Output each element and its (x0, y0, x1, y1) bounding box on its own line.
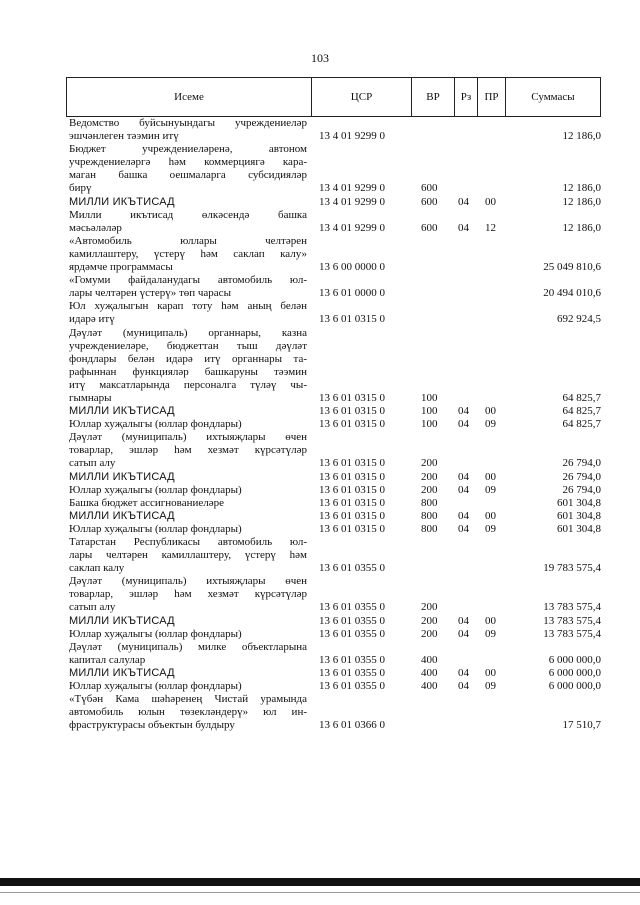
row-csr: 13 6 01 0315 0 (319, 391, 385, 404)
row-csr: 13 6 01 0315 0 (319, 457, 385, 470)
row-vr: 400 (421, 666, 438, 679)
row-sum: 13 783 575,4 (543, 601, 601, 614)
table-row (66, 471, 601, 484)
row-name-line: гымнары (69, 391, 112, 404)
table-row (66, 484, 601, 497)
row-name-line: Дәүләт (муниципаль) ихтыяҗлары өчен (69, 431, 307, 444)
row-name (66, 536, 307, 575)
row-name (66, 484, 307, 497)
row-name-line: капитал салулар (69, 653, 146, 666)
row-sum: 64 825,7 (562, 418, 601, 431)
table-row (66, 300, 601, 326)
row-vr: 800 (421, 522, 438, 535)
row-sum: 12 186,0 (562, 221, 601, 234)
header-rz: Рз (455, 78, 478, 116)
row-name (66, 680, 307, 693)
table-row (66, 667, 601, 680)
row-name-line: Дәүләт (муниципаль) органнары, казна (69, 326, 307, 339)
row-name (66, 143, 307, 195)
row-sum: 13 783 575,4 (543, 614, 601, 627)
row-name-line: саклап калу (69, 562, 125, 575)
row-csr: 13 6 01 0355 0 (319, 614, 385, 627)
row-sum: 601 304,8 (557, 509, 601, 522)
row-rz: 04 (458, 418, 469, 431)
row-name-line: автомобиль юлын төзекләндерү» юл ин- (69, 706, 307, 719)
row-vr: 800 (421, 509, 438, 522)
row-csr: 13 6 01 0355 0 (319, 562, 385, 575)
table-row (66, 196, 601, 209)
row-sum: 64 825,7 (562, 391, 601, 404)
row-name (66, 667, 307, 680)
row-name (66, 615, 307, 628)
row-vr: 200 (421, 614, 438, 627)
row-name-line: учреждениеләре, бюджеттан тыш дәүләт (69, 339, 307, 352)
table-row (66, 575, 601, 614)
row-name (66, 523, 307, 536)
page-number: 103 (311, 51, 329, 65)
table-row (66, 235, 601, 274)
row-name (66, 196, 307, 209)
row-name-line: учреждениеләргә һәм коммерциягә кара- (69, 156, 307, 169)
row-sum: 6 000 000,0 (548, 653, 601, 666)
row-pr: 09 (485, 483, 496, 496)
row-sum: 26 794,0 (562, 457, 601, 470)
row-pr: 12 (485, 221, 496, 234)
row-pr: 00 (485, 509, 496, 522)
header-sum: Суммасы (531, 91, 575, 103)
row-name-line: маган башка оешмаларга субсидияләр (69, 169, 307, 182)
row-csr: 13 6 01 0315 0 (319, 405, 385, 418)
table-row (66, 510, 601, 523)
table-row (66, 431, 601, 470)
table-row (66, 418, 601, 431)
row-rz: 04 (458, 470, 469, 483)
row-name-line: МИЛЛИ ИКЪТИСАД (69, 509, 175, 522)
row-rz: 04 (458, 666, 469, 679)
row-rz: 04 (458, 509, 469, 522)
row-csr: 13 6 01 0315 0 (319, 418, 385, 431)
scan-bottom-edge (0, 878, 640, 886)
table-row (66, 143, 601, 195)
row-name-line: «Гомуми файдаланудагы автомобиль юл- (69, 274, 307, 287)
row-vr: 100 (421, 418, 438, 431)
row-name (66, 235, 307, 274)
row-name-line: Башка бюджет ассигнованиеләре (69, 496, 224, 509)
row-csr: 13 4 01 9299 0 (319, 195, 385, 208)
row-sum: 12 186,0 (562, 182, 601, 195)
row-name-line: Юл хуҗалыгын карап тоту һәм аның белән (69, 300, 307, 313)
row-rz: 04 (458, 221, 469, 234)
row-csr: 13 4 01 9299 0 (319, 130, 385, 143)
row-csr: 13 6 01 0355 0 (319, 653, 385, 666)
row-pr: 00 (485, 405, 496, 418)
table-row (66, 693, 601, 732)
row-csr: 13 6 01 0315 0 (319, 522, 385, 535)
row-name-line: мәсьәләләр (69, 221, 122, 234)
row-name-line: Дәүләт (муниципаль) ихтыяҗлары өчен (69, 575, 307, 588)
table-row (66, 209, 601, 235)
row-vr: 100 (421, 391, 438, 404)
row-name (66, 209, 307, 235)
row-name-line: фраструктурасы объектын булдыру (69, 719, 235, 732)
row-name-line: лары челтәрен үстерү» төп чарасы (69, 287, 231, 300)
row-name (66, 431, 307, 470)
row-pr: 09 (485, 418, 496, 431)
row-name (66, 327, 307, 406)
row-name-line: эшчәнлеген тәэмин итү (69, 130, 179, 143)
table-body (66, 117, 601, 732)
table-row (66, 405, 601, 418)
row-name (66, 274, 307, 300)
row-name-line: товарлар, эшләр һәм хезмәт күрсәтүләр (69, 444, 307, 457)
row-name (66, 628, 307, 641)
row-pr: 09 (485, 680, 496, 693)
row-sum: 26 794,0 (562, 470, 601, 483)
row-name-line: идарә итү (69, 313, 115, 326)
row-csr: 13 4 01 9299 0 (319, 221, 385, 234)
header-vr: ВР (412, 78, 455, 116)
row-name-line: МИЛЛИ ИКЪТИСАД (69, 666, 175, 679)
table-row (66, 274, 601, 300)
row-name-line: рафыннан функцияләр башкаруны тәэмин (69, 365, 307, 378)
row-csr: 13 6 01 0000 0 (319, 287, 385, 300)
row-sum: 64 825,7 (562, 405, 601, 418)
row-name (66, 405, 307, 418)
row-name-line: «Түбән Кама шәһәренең Чистай урамында (69, 693, 307, 706)
row-name (66, 641, 307, 667)
row-sum: 26 794,0 (562, 483, 601, 496)
row-sum: 601 304,8 (557, 522, 601, 535)
table-row (66, 536, 601, 575)
row-vr: 600 (421, 182, 438, 195)
row-rz: 04 (458, 195, 469, 208)
row-vr: 400 (421, 653, 438, 666)
row-pr: 09 (485, 522, 496, 535)
row-name-line: Юллар хуҗалыгы (юллар фондлары) (69, 418, 242, 431)
row-name-line: ярдәмче программасы (69, 261, 173, 274)
row-pr: 00 (485, 614, 496, 627)
row-vr: 400 (421, 680, 438, 693)
row-csr: 13 6 01 0355 0 (319, 601, 385, 614)
row-csr: 13 6 01 0355 0 (319, 680, 385, 693)
row-pr: 09 (485, 627, 496, 640)
row-name-line: камиллаштеру, үстерү һәм саклап калу» (69, 247, 307, 260)
row-rz: 04 (458, 522, 469, 535)
row-name (66, 510, 307, 523)
row-name-line: МИЛЛИ ИКЪТИСАД (69, 470, 175, 483)
row-sum: 25 049 810,6 (543, 261, 601, 274)
row-vr: 200 (421, 483, 438, 496)
row-name-line: фондлары белән идарә итү органнары та- (69, 352, 307, 365)
row-rz: 04 (458, 405, 469, 418)
row-name-line: Милли икътисад өлкәсендә башка (69, 208, 307, 221)
row-name-line: сатып алу (69, 601, 116, 614)
table-header (66, 77, 601, 117)
row-sum: 6 000 000,0 (548, 680, 601, 693)
row-name-line: Бюджет учреждениеләренә, автоном (69, 143, 307, 156)
row-sum: 13 783 575,4 (543, 627, 601, 640)
row-name (66, 300, 307, 326)
row-sum: 17 510,7 (562, 719, 601, 732)
row-csr: 13 4 01 9299 0 (319, 182, 385, 195)
row-csr: 13 6 01 0315 0 (319, 470, 385, 483)
row-vr: 600 (421, 195, 438, 208)
row-name (66, 693, 307, 732)
row-vr: 600 (421, 221, 438, 234)
row-name (66, 497, 307, 510)
row-name-line: итү максатларында персоналга түләү чы- (69, 378, 307, 391)
row-name-line: Дәүләт (муниципаль) милке объектларына (69, 640, 307, 653)
row-csr: 13 6 01 0315 0 (319, 496, 385, 509)
table-row (66, 497, 601, 510)
row-csr: 13 6 01 0355 0 (319, 666, 385, 679)
row-csr: 13 6 01 0315 0 (319, 483, 385, 496)
row-sum: 20 494 010,6 (543, 287, 601, 300)
row-name-line: Юллар хуҗалыгы (юллар фондлары) (69, 627, 242, 640)
row-name (66, 471, 307, 484)
row-pr: 00 (485, 666, 496, 679)
row-sum: 12 186,0 (562, 130, 601, 143)
row-csr: 13 6 01 0315 0 (319, 509, 385, 522)
row-name-line: МИЛЛИ ИКЪТИСАД (69, 195, 175, 208)
row-name-line: Юллар хуҗалыгы (юллар фондлары) (69, 522, 242, 535)
row-name-line: «Автомобиль юллары челтәрен (69, 234, 307, 247)
row-rz: 04 (458, 627, 469, 640)
row-name (66, 575, 307, 614)
row-vr: 800 (421, 496, 438, 509)
row-name-line: бирү (69, 182, 92, 195)
row-name-line: Татарстан Республикасы автомобиль юл- (69, 536, 307, 548)
row-vr: 200 (421, 627, 438, 640)
row-csr: 13 6 00 0000 0 (319, 261, 385, 274)
scan-bottom-line (0, 892, 640, 893)
row-vr: 200 (421, 457, 438, 470)
row-vr: 200 (421, 470, 438, 483)
row-csr: 13 6 01 0315 0 (319, 313, 385, 326)
table-row (66, 117, 601, 143)
row-name-line: Ведомство буйсынуындагы учреждениеләр (69, 117, 307, 129)
row-name-line: Юллар хуҗалыгы (юллар фондлары) (69, 680, 242, 693)
row-sum: 12 186,0 (562, 195, 601, 208)
header-pr: ПР (478, 78, 506, 116)
row-sum: 6 000 000,0 (548, 666, 601, 679)
header-name: Исеме (67, 78, 312, 116)
row-sum: 601 304,8 (557, 496, 601, 509)
row-csr: 13 6 01 0355 0 (319, 627, 385, 640)
row-name (66, 117, 307, 143)
table-row (66, 641, 601, 667)
row-rz: 04 (458, 680, 469, 693)
row-name-line: лары челтәрен камиллаштеру, үстерү һәм (69, 549, 307, 562)
table-row (66, 680, 601, 693)
row-name-line: товарлар, эшләр һәм хезмәт күрсәтүләр (69, 588, 307, 601)
row-vr: 200 (421, 601, 438, 614)
table-row (66, 327, 601, 406)
row-pr: 00 (485, 470, 496, 483)
row-name-line: сатып алу (69, 457, 116, 470)
header-csr: ЦСР (312, 78, 412, 116)
row-csr: 13 6 01 0366 0 (319, 719, 385, 732)
row-sum: 19 783 575,4 (543, 562, 601, 575)
row-rz: 04 (458, 614, 469, 627)
row-name-line: Юллар хуҗалыгы (юллар фондлары) (69, 483, 242, 496)
row-name (66, 418, 307, 431)
table-row (66, 615, 601, 628)
table-row (66, 523, 601, 536)
row-vr: 100 (421, 405, 438, 418)
row-name-line: МИЛЛИ ИКЪТИСАД (69, 405, 175, 418)
row-name-line: МИЛЛИ ИКЪТИСАД (69, 614, 175, 627)
row-rz: 04 (458, 483, 469, 496)
row-pr: 00 (485, 195, 496, 208)
row-sum: 692 924,5 (557, 313, 601, 326)
table-row (66, 628, 601, 641)
